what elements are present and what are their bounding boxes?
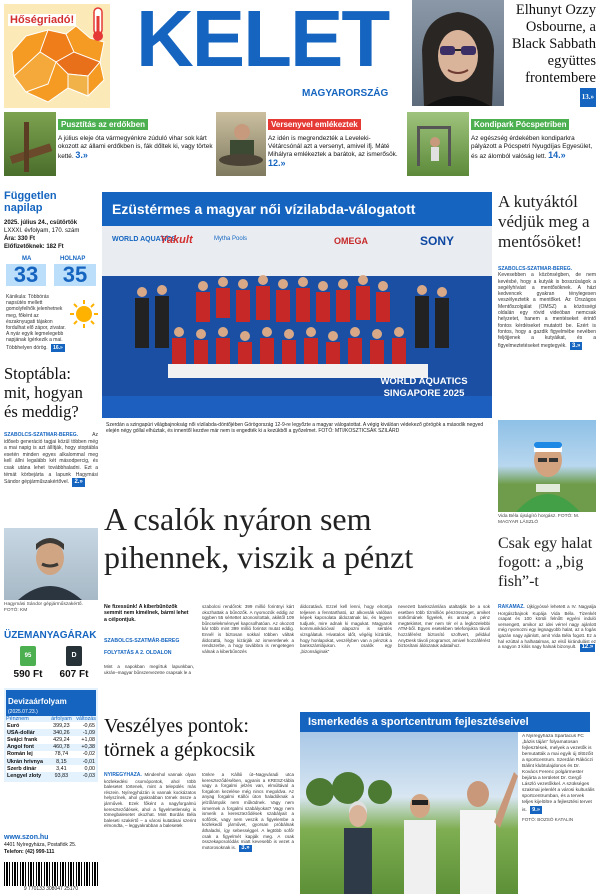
weather-tomorrow-temp: 35 <box>54 264 96 286</box>
fx-rate: 399,23 <box>53 722 70 729</box>
sport-photo <box>300 732 518 894</box>
fx-header-rate: árfolyam <box>51 716 72 722</box>
stop-article <box>4 432 98 487</box>
fisherman-photo <box>498 420 596 512</box>
fx-row <box>6 751 96 758</box>
heat-alert-label: Hőségriadó! <box>10 14 75 26</box>
fisherman-caption: Vida Béla újságíró horgász. FOTÓ: M. MAGYAR LÁSZLÓ <box>498 514 580 525</box>
memorial-teaser-page: 12.» <box>268 158 286 168</box>
expert-photo <box>4 528 98 600</box>
waterpolo-caption: Szerdán a szingapúri világbajnokság női vízilabda-döntőjében Görögország 12-9-re legyőzte a magyar válogatottat. A végig kiválóan védekező görögök a második negyed elején négy góllal elhúztak, és innentől kezdve már nem is engedték ki a kezükből a győzelmet. FOTÓ: MTI/KOSZTICSÁK SZILÁRD <box>106 422 484 435</box>
memorial-teaser-photo <box>216 112 266 176</box>
fx-row <box>6 744 96 751</box>
forest-teaser-text: A július eleje óta vármegyénkre zúduló vihar sok kárt okozott az állami erdőkben is, fák dőltek ki, vagy törtek ketté. 3.» <box>58 135 213 160</box>
forest-teaser-title: Pusztítás az erdőkben <box>58 119 148 130</box>
edition-date: 2025. július 24., csütörtök <box>4 220 78 226</box>
brand-omega: OMEGA <box>334 236 369 246</box>
fx-change: -0,01 <box>82 758 95 765</box>
fx-row <box>6 722 96 729</box>
forest-teaser[interactable] <box>58 114 214 161</box>
fx-row <box>6 758 96 765</box>
fx-currency: Lengyel zloty <box>7 772 42 779</box>
ozzy-page-ref: 13.» <box>580 88 596 107</box>
fx-rate: 8,15 <box>56 758 67 765</box>
fish-article: RAKAMAZ. Újkígyóssé lehetett a IV. Nagyalja Horgászbajnok Kupája Vida Béla. Tizenkét csapat és 100 körüli felnőtt egyéni induló versengett, amikor az idei vérrel nagy ajánlott még nyomozni egy legnagyobb halat, az a fogás igazán nagy ajánlott, amit Vida Béla fogott. Ez a hal ezúttal a halhatalmas, az első kirándulást ez a nagyon 3 kilós nagy halnak bizonyult. 12.» <box>498 604 596 651</box>
weather-text: Kánikula: Többórás napsütés mellett gomolyfelhők jelenhetnek meg, főként az északnyugati tájakon fordulhat elő zápor, zivatar. A nyár egyik legmelegebb napjának ígérkezik a mai. Többhelyen dörög. 16.» <box>6 294 66 351</box>
weather-today-label: MA <box>22 256 32 262</box>
gym-teaser-text: Az egészség érdekében kondiparkra pályázott a Pócspetri Nyugdíjas Egyesület, és az álomból valóság lett. 14.» <box>471 135 593 160</box>
masthead: KELET <box>136 0 389 83</box>
fx-currency: USA-dollár <box>7 729 35 736</box>
fx-header-change: változás <box>76 716 96 722</box>
forest-teaser-page: 3.» <box>75 150 88 160</box>
sun-icon <box>70 300 98 328</box>
fuel-petrol <box>6 646 50 686</box>
fx-row <box>6 736 96 743</box>
ozzy-photo <box>412 0 504 106</box>
ozzy-headline-text: Elhunyt Ozzy Osbourne, a Black Sabbath együttes frontembere <box>511 2 596 86</box>
postal-address: 4401 Nyíregyháza, Postafiók 25. <box>4 842 77 848</box>
fx-currency: Euró <box>7 722 20 729</box>
scam-col1: Mint a napokban megírtuk lapunkban, ukrán–magyar bűnszervezetre csapsak le a <box>104 664 194 675</box>
brand-yakult: Yakult <box>160 234 193 246</box>
gym-teaser-page: 14.» <box>548 150 566 160</box>
phone: Telefon: (42) 999-111 <box>4 849 55 855</box>
fx-row <box>6 772 96 779</box>
fish-page-ref: 12.» <box>581 644 594 651</box>
heat-map-teaser[interactable] <box>4 4 110 108</box>
brand-world-aquatics: WORLD AQUATICS <box>112 236 177 243</box>
diesel-price: 607 Ft <box>59 669 89 680</box>
danger-label: NYÍREGYHÁZA. <box>104 772 142 778</box>
scam-continued: FOLYTATÁS A 2. OLDALON <box>104 650 172 656</box>
sport-photo-credit: FOTÓ: BOZSÓ KATALIN <box>522 817 574 822</box>
fx-currency: Angol font <box>7 744 34 751</box>
footer-info <box>4 834 98 855</box>
fx-date: (2025.07.23.) <box>8 709 38 715</box>
barcode-number: 9 770133 308047 25170 <box>23 886 79 892</box>
waterpolo-photo <box>102 226 492 418</box>
scam-col4: nevezett bankszámlára utaltatják be a sok esetben több tízmilliós pénzösszeget, amiket sürkőmánek figyelek, és annak a pénz megtekintet, mer nem tér el a legközelebbi ATM-ből. Egyes esetekben telefonjukra távoli hozzáférést biztosító szoftvert, például AnyDesk távoli programot, amivel hozzáférést biztosítani áldozatuk adataihoz. <box>398 604 490 649</box>
diesel-icon: D <box>66 646 82 666</box>
scam-intro: Ne fizessünk! A kiberbűnözők semmit nem kímélnek, bármi lehet a célpontjuk. <box>104 604 189 623</box>
scam-headline[interactable]: A csalók nyáron sem pihennek, viszik a pénzt <box>104 501 414 575</box>
expert-caption: Hagymási Sándor gépjárműszakértő. FOTÓ: KM <box>4 602 83 613</box>
fx-currency: Svájci frank <box>7 736 38 743</box>
brand-mytha: Mytha Pools <box>214 236 248 242</box>
fx-rate: 3,41 <box>56 765 67 772</box>
fish-headline[interactable]: Csak egy halat fogott: a „big fish”-t <box>498 535 593 590</box>
edition-info <box>4 190 98 250</box>
fish-label: RAKAMAZ. <box>498 604 525 610</box>
dog-page-ref: 3.» <box>572 342 581 349</box>
dog-article: SZABOLCS-SZATMÁR-BEREG. Kevesebben a közönségben, de nem kevésbé, hogy a kutyák is bosszúságok a segélyhívást a mentősöknek. A házi kedvencek gyakran ténylegesen veszélyeztetik a mentőket. Az Országos Mentőszolgálat (OMSZ) a közösségi oldalán egy rövid videóban nemcsak helyzetet, hanem a mentéseket érintő fontos kérdéseket mutatott be. Ezért is fontos, hogy a gazdik figyelmébe nevében feljöjjenek a kutyáikat, és a figyelmeztetéseket megtegyék. 3.» <box>498 266 596 349</box>
world-aquatics-banner: WORLD AQUATICS SINGAPORE 2025 <box>380 376 468 399</box>
fuel-title: ÜZEMANYAGÁRAK <box>4 630 97 641</box>
danger-col2: tönkre a Kállói út–Nagyváradi utca kereszteződésében, ugyanis a KRESZ-tábla vagy a forgalmi jelzés van, elmúltával a forgalom kezelése még nincs megoldva. Az anyag forgalmi Kállói úton haladóknak a jelzőlámpák nem működnek. Vagy nem ismernek a forgalmi szabályokat? Vagy nem ismerik a kereszteződések szabályait a sofőrök, vagy nem veszik a figyelembe a közlekedő járművet, gyorsan próbálnak áthaladni, így sebességgel. A legtöbb sofőr csak a figyelmét kapják meg. A csak összekapcsolódás miatt kevesebb is vezet a motorosoknak is. 3.» <box>202 772 294 851</box>
scam-col2: szabolcsi rendőrök: 399 millió forintnyi kárt okozhattak a bűnözők. A nyomozók eddig az ügyben 55 sértettet azonosítottak, akiktől 109 bűncselekménnyel kapcsolhatóan. Az okozott kár több mint 399 millió forintot mutat eddig. Ennél is biztosan sokkal többen váltak áldozattá, hogy kizárják az ismeretlenek a rendszerbe, a hogy továbbra is rengetegen válnak a kiberbűnözés <box>202 604 294 654</box>
fx-change: 0,00 <box>84 765 95 772</box>
fx-header-currency: Pénznem <box>6 716 29 722</box>
memorial-teaser[interactable] <box>268 114 404 169</box>
brand-sony: SONY <box>420 234 455 248</box>
gym-teaser[interactable] <box>471 114 597 161</box>
fuel-diesel <box>52 646 96 686</box>
weather-page-ref: 16.» <box>53 344 63 351</box>
masthead-subtitle: MAGYARORSZÁG <box>302 88 389 99</box>
edition-volume: LXXXI. évfolyam, 170. szám <box>4 228 80 234</box>
fx-rate: 460,78 <box>53 744 70 751</box>
fx-rate: 78,74 <box>54 751 69 758</box>
danger-page-ref: 3.» <box>241 844 250 851</box>
fx-change: -1,09 <box>82 729 95 736</box>
stop-label: SZABOLCS-SZATMÁR-BEREG. <box>4 432 79 438</box>
fx-rows <box>6 716 96 780</box>
edition-subscription: Előfizetőknek: 182 Ft <box>4 244 64 250</box>
memorial-teaser-text: Az idén is megrendezték a Leveleki-Vétárcsónál azt a versenyt, amivel ifj. Máté Mihályra emlékeztek a barátok, az ismerősök. 12.» <box>268 135 398 168</box>
forest-teaser-photo <box>4 112 56 176</box>
ozzy-headline[interactable] <box>504 2 596 107</box>
sport-text: A Nyíregyháza Spartacus FC „bázis táján” folyamatosan fejlesztések, melyek a vezetők is bemutatták a mai egyik új öltözőit a sportcentrum. Szerdán Rákóczi Bálint klubtulajdonos és Dr. Kovács Ferenc polgármester bejárta a területet Dr. Gergő László vezetőkkel. A szükséges szakmai jelenlét a városi kulturális sportcentrumban, és a tervek teljes kijelöltre a fejlesztési tervet is. 9.» FOTÓ: BOZSÓ KATALIN <box>522 734 595 822</box>
fx-change: -0,65 <box>82 722 95 729</box>
scam-col3: áldozatává. Ezzel kell lenni, hogy elrontja teljesen a fenntartható, az alkovsák valóban képek kapcsolata áldozatnak lai, és legyen tudjunk, mire adnak ki magukat. Magyarok kommunikációval alapozni is sérülés vizsgálatuk. Hivatalos időt, végéig kizárták, hogy honlapokat, veszélyben van a pénzük a bankszámlájukon. A csalók egy „bizonságinak” <box>300 604 392 654</box>
weather-today-temp: 33 <box>6 264 46 286</box>
fx-currency: Román lej <box>7 751 33 758</box>
fx-currency: Ukrán hrivnya <box>7 758 43 765</box>
barcode <box>4 862 98 894</box>
fx-row <box>6 729 96 736</box>
dog-label: SZABOLCS-SZATMÁR-BEREG. <box>498 266 573 272</box>
petrol-icon: 95 <box>20 646 36 666</box>
fx-rate: 429,24 <box>53 736 70 743</box>
petrol-price: 590 Ft <box>13 669 43 680</box>
stop-text: Az időseb generáció tagjai közül többen még a mai napig is azt állítják, hogy stoptábla esetén minden egyes alkalommal meg kell állni legalább két másodpercig, és csak utána lehet továbbhaladni. Ezt a témát körbejárta a lapunk Hagymási Sándor gépjárműszakértővel. <box>4 432 98 486</box>
site-link[interactable]: www.szon.hu <box>4 834 49 841</box>
waterpolo-headline[interactable]: Ezüstérmes a magyar női vízilabda-válogatott <box>102 192 492 226</box>
gym-teaser-photo <box>407 112 469 176</box>
edition-price: Ára: 330 Ft <box>4 236 36 242</box>
sport-page-ref: 9.» <box>532 807 540 813</box>
fx-change: +0,38 <box>81 744 95 751</box>
fx-header-row <box>6 716 96 722</box>
memorial-teaser-title: Versenyvel emlékeztek <box>268 119 361 130</box>
scam-label: SZABOLCS-SZATMÁR-BEREG <box>104 638 180 644</box>
fx-currency: Szerb dínár <box>7 765 37 772</box>
gym-teaser-title: Kondipark Pócspetriben <box>471 119 569 130</box>
weather-tomorrow-label: HOLNAP <box>60 256 86 262</box>
sport-headline[interactable]: Ismerkedés a sportcentrum fejlesztéseivel <box>300 712 590 732</box>
stop-headline[interactable]: Stoptábla: mit, hogyan és meddig? <box>4 364 83 421</box>
fx-title: Devizaárfolyam <box>8 697 67 706</box>
fx-row <box>6 765 96 772</box>
stop-page-ref: 2.» <box>74 479 83 486</box>
danger-col1: NYÍREGYHÁZA. Mindenhol vannak olyan közlekedési csomópontok, ahol több balesetet törtenek, mint a település más részein. Nyíregyházán is vannak kockázatos helyszínek, ahol gyakrabban törnek össze a járművek. Ezek főként a nagyforgalmú kereszteződések, ahol a figyelmetlenség is tömegbalesetet okozhat. Mint Bordás Béla baleseti szakértő – a városi kutatásai szerint elmondta, – leggyakrabban a balesetek <box>104 772 196 829</box>
fx-change: +1,08 <box>81 736 95 743</box>
fx-change: -0,03 <box>82 772 95 779</box>
edition-title: Független napilap <box>4 190 57 214</box>
fx-table <box>4 688 98 782</box>
fx-rate: 340,26 <box>53 729 70 736</box>
fx-change: -0,02 <box>82 751 95 758</box>
weather-box[interactable] <box>4 254 98 358</box>
danger-headline[interactable]: Veszélyes pontok: törnek a gépkocsik <box>104 715 256 761</box>
dog-headline[interactable]: A kutyáktól védjük meg a mentősöket! <box>498 192 590 251</box>
fx-rate: 93,83 <box>54 772 69 779</box>
